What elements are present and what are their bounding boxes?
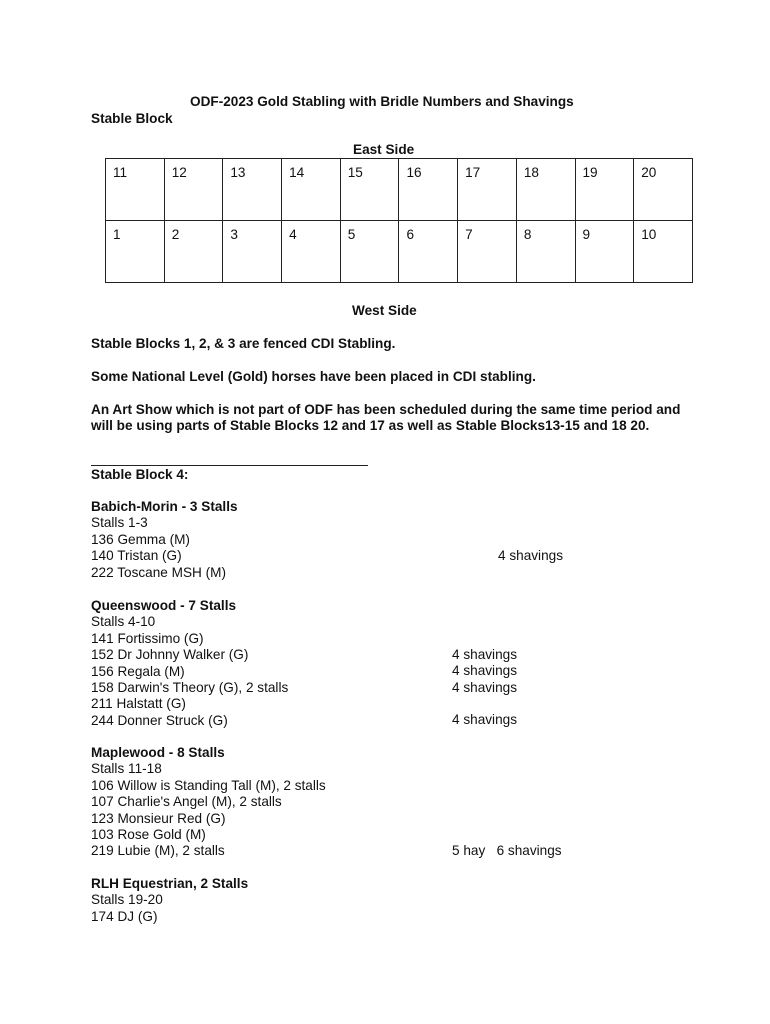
stall-cell: 8	[516, 221, 575, 283]
horse-entry: 152 Dr Johnny Walker (G)	[91, 647, 249, 663]
stall-cell: 6	[399, 221, 458, 283]
stall-cell: 7	[458, 221, 517, 283]
section-divider	[91, 465, 368, 466]
horse-entry: 219 Lubie (M), 2 stalls	[91, 843, 225, 859]
document-title: ODF-2023 Gold Stabling with Bridle Numbers and Shavings	[190, 94, 574, 109]
stable-group-queenswood	[91, 598, 288, 729]
block4-heading: Stable Block 4:	[91, 467, 189, 482]
shavings-note: 4 shavings	[452, 680, 517, 695]
group-stalls: Stalls 19-20	[91, 892, 163, 908]
stall-cell: 19	[575, 159, 634, 221]
stall-cell: 4	[282, 221, 341, 283]
horse-entry: 174 DJ (G)	[91, 908, 158, 924]
stall-cell: 1	[106, 221, 165, 283]
horse-entry: 140 Tristan (G)	[91, 548, 182, 564]
shavings-note: 4 shavings	[452, 647, 517, 662]
stall-grid	[105, 158, 693, 283]
group-name: Maplewood - 8 Stalls	[91, 745, 225, 760]
group-stalls: Stalls 4-10	[91, 614, 156, 630]
stall-cell: 17	[458, 159, 517, 221]
group-stalls: Stalls 11-18	[91, 761, 162, 777]
east-side-label: East Side	[353, 142, 415, 157]
west-side-label: West Side	[352, 303, 417, 318]
horse-entry: 156 Regala (M)	[91, 663, 185, 679]
shavings-note: 4 shavings	[452, 712, 517, 727]
stable-group-maplewood	[91, 745, 326, 860]
stall-cell: 16	[399, 159, 458, 221]
stall-cell: 13	[223, 159, 282, 221]
stall-cell: 20	[634, 159, 693, 221]
stable-block-label: Stable Block	[91, 111, 173, 126]
stall-cell: 12	[164, 159, 223, 221]
horse-entry: 211 Halstatt (G)	[91, 696, 186, 712]
horse-entry: 244 Donner Struck (G)	[91, 712, 228, 728]
horse-entry: 123 Monsieur Red (G)	[91, 810, 226, 826]
stable-group-rlh-equestrian	[91, 876, 248, 925]
stall-cell: 9	[575, 221, 634, 283]
horse-entry: 107 Charlie's Angel (M), 2 stalls	[91, 794, 282, 810]
hay-shavings-note: 5 hay 6 shavings	[452, 843, 562, 858]
stall-cell: 15	[340, 159, 399, 221]
horse-entry: 222 Toscane MSH (M)	[91, 564, 226, 580]
stall-cell: 14	[282, 159, 341, 221]
stall-cell: 2	[164, 221, 223, 283]
shavings-note: 4 shavings	[452, 663, 517, 678]
stall-cell: 18	[516, 159, 575, 221]
group-name: Queenswood - 7 Stalls	[91, 598, 237, 613]
stall-cell: 11	[106, 159, 165, 221]
horse-entry: 141 Fortissimo (G)	[91, 630, 204, 646]
horse-entry: 158 Darwin's Theory (G), 2 stalls	[91, 679, 289, 695]
group-name: RLH Equestrian, 2 Stalls	[91, 876, 249, 891]
note-art-show: An Art Show which is not part of ODF has been scheduled during the same time period and will be using parts of Stable Blocks 12 and 17 as well as Stable Blocks13-15 and 18 20.	[91, 402, 681, 434]
group-stalls: Stalls 1-3	[91, 515, 148, 531]
shavings-note: 4 shavings	[498, 548, 563, 563]
stall-cell: 3	[223, 221, 282, 283]
stall-cell: 10	[634, 221, 693, 283]
horse-entry: 136 Gemma (M)	[91, 531, 190, 547]
stable-group-babich-morin	[91, 499, 238, 581]
horse-entry: 106 Willow is Standing Tall (M), 2 stalls	[91, 777, 326, 793]
stall-row-west	[106, 221, 693, 283]
note-fenced: Stable Blocks 1, 2, & 3 are fenced CDI Stabling.	[91, 336, 396, 351]
stall-cell: 5	[340, 221, 399, 283]
stall-row-east	[106, 159, 693, 221]
note-national: Some National Level (Gold) horses have been placed in CDI stabling.	[91, 369, 536, 384]
horse-entry: 103 Rose Gold (M)	[91, 826, 206, 842]
group-name: Babich-Morin - 3 Stalls	[91, 499, 238, 514]
